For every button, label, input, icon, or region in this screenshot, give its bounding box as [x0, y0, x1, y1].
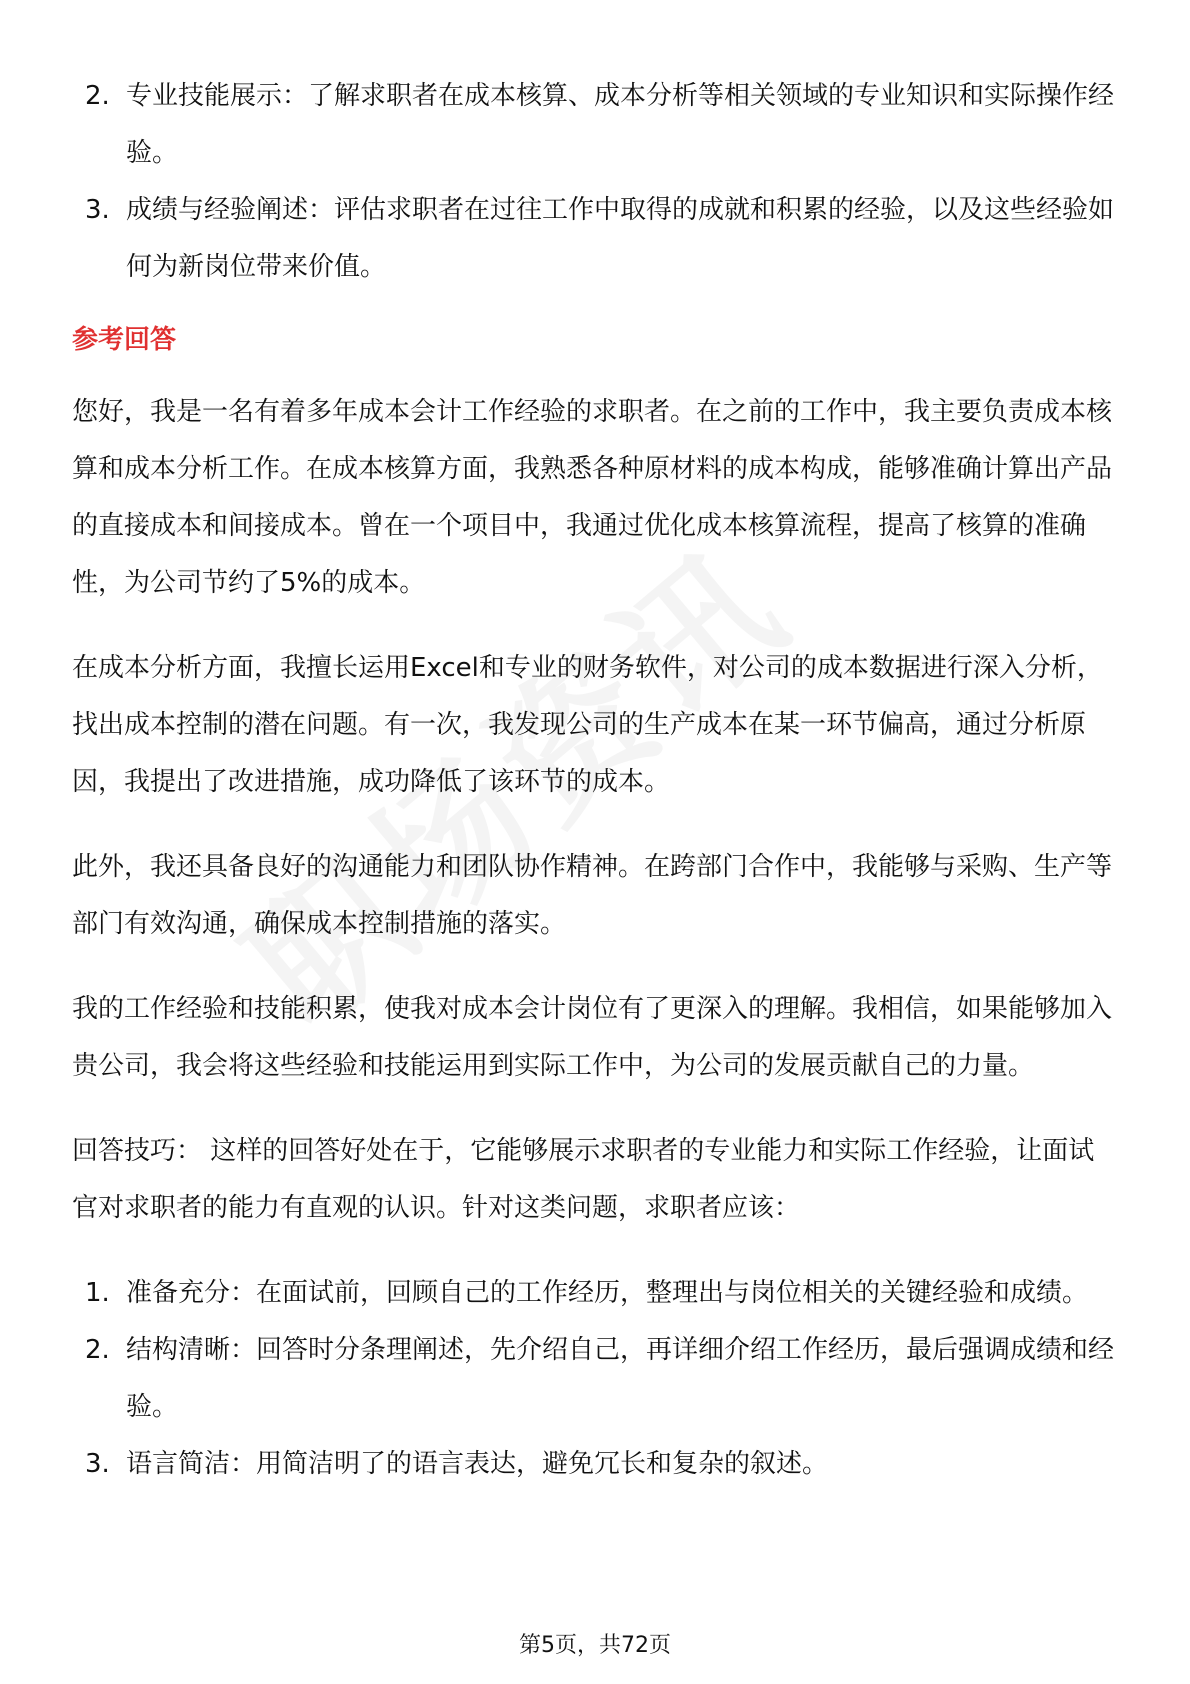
list-item	[72, 1265, 1120, 1322]
answer-paragraph: 在成本分析方面，我擅长运用Excel和专业的财务软件，对公司的成本数据进行深入分析，找出成本控制的潜在问题。有一次，我发现公司的生产成本在某一环节偏高，通过分析原因，我提出了改进措施，成功降低了该环节的成本。	[72, 653, 1103, 797]
answer-paragraph: 我的工作经验和技能积累，使我对成本会计岗位有了更深入的理解。我相信，如果能够加入贵公司，我会将这些经验和技能运用到实际工作中，为公司的发展贡献自己的力量。	[72, 994, 1113, 1081]
page-footer: 第5页，共72页	[519, 1633, 671, 1658]
list-item-text: 专业技能展示：了解求职者在成本核算、成本分析等相关领域的专业知识和实际操作经验。	[126, 81, 1115, 168]
section-title: 参考回答	[72, 325, 177, 355]
criteria-list	[72, 68, 1120, 296]
page-content	[72, 68, 1120, 1493]
list-item-number: 1.	[85, 1278, 110, 1308]
tips-list	[72, 1265, 1120, 1493]
list-item-number: 3.	[85, 1449, 110, 1479]
answer-paragraph: 您好，我是一名有着多年成本会计工作经验的求职者。在之前的工作中，我主要负责成本核算和成本分析工作。在成本核算方面，我熟悉各种原材料的成本构成，能够准确计算出产品的直接成本和间接成本。曾在一个项目中，我通过优化成本核算流程，提高了核算的准确性，为公司节约了5%的成本。	[72, 397, 1113, 598]
answer-paragraph: 此外，我还具备良好的沟通能力和团队协作精神。在跨部门合作中，我能够与采购、生产等部门有效沟通，确保成本控制措施的落实。	[72, 852, 1113, 939]
list-item-text: 结构清晰：回答时分条理阐述，先介绍自己，再详细介绍工作经历，最后强调成绩和经验。	[126, 1335, 1115, 1422]
list-item-text: 语言简洁：用简洁明了的语言表达，避免冗长和复杂的叙述。	[126, 1449, 829, 1479]
list-item-text: 准备充分：在面试前，回顾自己的工作经历，整理出与岗位相关的关键经验和成绩。	[126, 1278, 1089, 1308]
list-item-number: 3.	[85, 195, 110, 225]
list-item-text: 成绩与经验阐述：评估求职者在过往工作中取得的成就和积累的经验，以及这些经验如何为新岗位带来价值。	[126, 195, 1115, 282]
list-item	[72, 1322, 1120, 1436]
list-item-number: 2.	[85, 81, 110, 111]
list-item	[72, 68, 1120, 182]
tips-paragraph: 回答技巧： 这样的回答好处在于，它能够展示求职者的专业能力和实际工作经验，让面试官对求职者的能力有直观的认识。针对这类问题，求职者应该：	[72, 1136, 1095, 1223]
list-item	[72, 182, 1120, 296]
list-item-number: 2.	[85, 1335, 110, 1365]
list-item	[72, 1436, 1120, 1493]
